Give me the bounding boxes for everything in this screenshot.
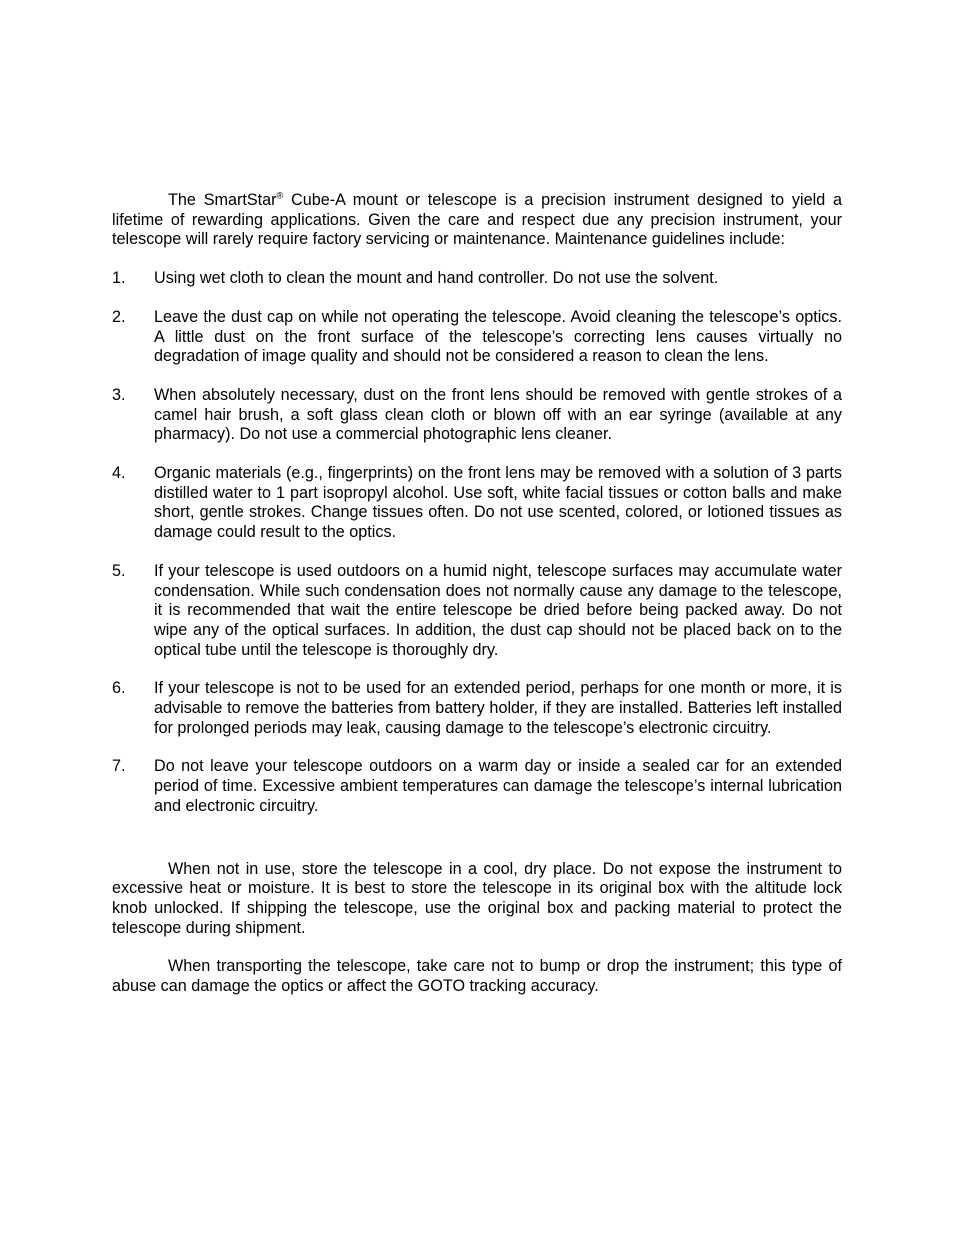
list-item-text: If your telescope is not to be used for an extended period, perhaps for one month or more, it is advisable to remove the batteries from battery holder, if they are installed. Batteries left installed for prolonged periods may leak, causing damage to the telescope’s electronic circuitry. bbox=[154, 679, 842, 737]
list-item bbox=[112, 269, 842, 289]
intro-text-start: The SmartStar bbox=[168, 191, 277, 209]
list-item-number: 5. bbox=[112, 561, 126, 580]
list-item-text: Leave the dust cap on while not operating the telescope. Avoid cleaning the telescope’s optics. A little dust on the front surface of the telescope’s correcting lens causes virtually no degradation of image quality and should not be considered a reason to clean the lens. bbox=[154, 307, 842, 366]
list-item bbox=[112, 679, 842, 738]
list-item-number: 4. bbox=[112, 464, 126, 483]
list-item bbox=[112, 464, 842, 543]
list-item-text: Using wet cloth to clean the mount and hand controller. Do not use the solvent. bbox=[154, 269, 719, 288]
list-item-text: If your telescope is used outdoors on a humid night, telescope surfaces may accumulate water condensation. While such condensation does not normally cause any damage to the telescope, it is recommended that wait the entire telescope be dried before being packed away. Do not wipe any of the optical surfaces. In addition, the dust cap should not be placed back on to the optical tube until the telescope is thoroughly dry. bbox=[154, 561, 842, 659]
list-item-number: 6. bbox=[112, 679, 126, 698]
registered-mark: ® bbox=[276, 190, 284, 201]
maintenance-guidelines-list bbox=[112, 269, 842, 816]
storage-paragraph: When not in use, store the telescope in a cool, dry place. Do not expose the instrument to excessive heat or moisture. It is best to store the telescope in its original box with the altitude lock knob unlocked. If shipping the telescope, use the original box and packing material to protect the telescope during shipment. bbox=[112, 859, 842, 937]
list-item bbox=[112, 386, 842, 445]
list-item-text: When absolutely necessary, dust on the front lens should be removed with gentle strokes of a camel hair brush, a soft glass clean cloth or blown off with an ear syringe (available at any pharmacy). Do not use a commercial photographic lens cleaner. bbox=[154, 385, 842, 444]
list-item bbox=[112, 562, 842, 661]
list-item-text: Do not leave your telescope outdoors on a warm day or inside a sealed car for an extended period of time. Excessive ambient temperatures can damage the telescope’s internal lubrication and electronic circuitry. bbox=[154, 757, 842, 815]
intro-paragraph bbox=[112, 191, 842, 250]
list-item-number: 2. bbox=[112, 307, 126, 326]
document-page bbox=[112, 191, 842, 997]
transport-paragraph: When transporting the telescope, take care not to bump or drop the instrument; this type of abuse can damage the optics or affect the GOTO tracking accuracy. bbox=[112, 957, 842, 996]
intro-text-rest: Cube-A mount or telescope is a precision instrument designed to yield a lifetime of rewarding applications. Given the care and respect due any precision instrument, your telescope will rarely require factory servicing or maintenance. Maintenance guidelines include: bbox=[112, 191, 842, 249]
list-item-number: 3. bbox=[112, 385, 126, 404]
list-item-number: 1. bbox=[112, 269, 126, 288]
list-item-text: Organic materials (e.g., fingerprints) on the front lens may be removed with a solution of 3 parts distilled water to 1 part isopropyl alcohol. Use soft, white facial tissues or cotton balls and make short, gentle strokes. Change tissues often. Do not use scented, colored, or lotioned tissues as damage could result to the optics. bbox=[154, 464, 842, 542]
list-item bbox=[112, 757, 842, 816]
list-item-number: 7. bbox=[112, 757, 126, 776]
list-item bbox=[112, 308, 842, 367]
